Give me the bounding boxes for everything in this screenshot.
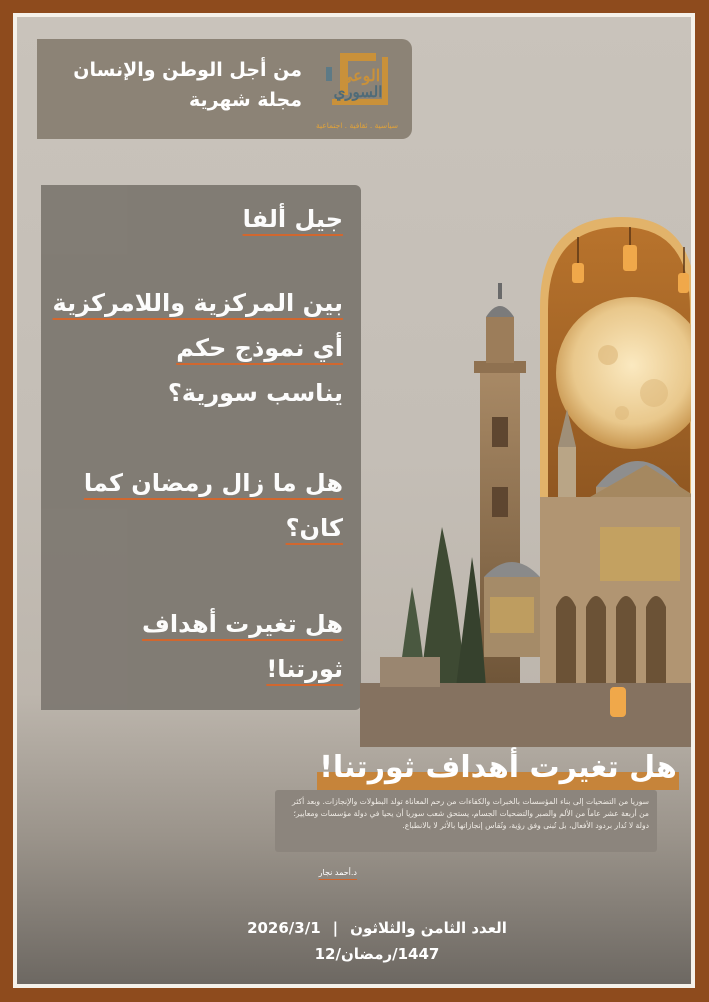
mosque-moon-illustration xyxy=(360,187,695,747)
masthead xyxy=(37,39,412,139)
tagline-slogan: من أجل الوطن والإنسان xyxy=(73,59,302,81)
contents-item-governance xyxy=(43,281,343,416)
contents-title-text: جيل ألفا xyxy=(242,205,343,233)
tagline-frequency: مجلة شهرية xyxy=(188,89,302,111)
svg-text:الوعي: الوعي xyxy=(339,66,381,85)
contents-title xyxy=(43,197,343,242)
magazine-logo xyxy=(312,47,402,135)
contents-item-ramadan xyxy=(43,461,343,551)
tagline xyxy=(72,55,302,115)
logo-subtitle: سياسية . ثقافية . اجتماعية xyxy=(315,121,399,130)
contents-item-revolution xyxy=(43,602,343,692)
contents-item-line: هل تغيرت أهداف xyxy=(141,610,343,638)
feature-headline: هل تغيرت أهداف ثورتنا! xyxy=(319,750,677,785)
contents-item-line: أي نموذج حكم xyxy=(176,334,343,362)
issue-separator: | xyxy=(332,919,339,937)
issue-number: العدد الثامن والثلاثون xyxy=(350,919,507,937)
contents-item-line: يناسب سورية؟ xyxy=(167,379,343,407)
contents-item-line: ثورتنا! xyxy=(266,655,343,683)
contents-item-line: كان؟ xyxy=(285,514,343,542)
feature-excerpt: سوريا من التضحيات إلى بناء المؤسسات بالخبرات والكفاءات من رحم المعاناة تولد البطولات والإنجازات. وبعد أكثر من أربعة عشر عاماً من الألم والصبر والتضحيات الجسام، يستحق شعب سوريا أن يحيا في دولة مؤسسات ومعايير؛ دولة لا تُدار بردود الأفعال، بل تُبنى وفق رؤية، وتُقاس إنجازاتها بالأثر لا بالانطباع. xyxy=(275,790,657,852)
contents-item-line: هل ما زال رمضان كما xyxy=(83,469,343,497)
issue-date-gregorian: 2026/3/1 xyxy=(247,919,321,937)
contents-item-line: بين المركزية واللامركزية xyxy=(52,289,343,317)
cover-frame xyxy=(13,13,695,988)
issue-date-hijri: 1447/رمضان/12 xyxy=(314,945,440,963)
issue-info xyxy=(227,915,527,967)
contents-panel xyxy=(41,185,361,710)
issue-row xyxy=(227,915,527,941)
logo-mark-icon xyxy=(312,47,402,119)
svg-text:السوري: السوري xyxy=(333,83,383,101)
feature-author: د.أحمد نجار xyxy=(318,868,357,877)
